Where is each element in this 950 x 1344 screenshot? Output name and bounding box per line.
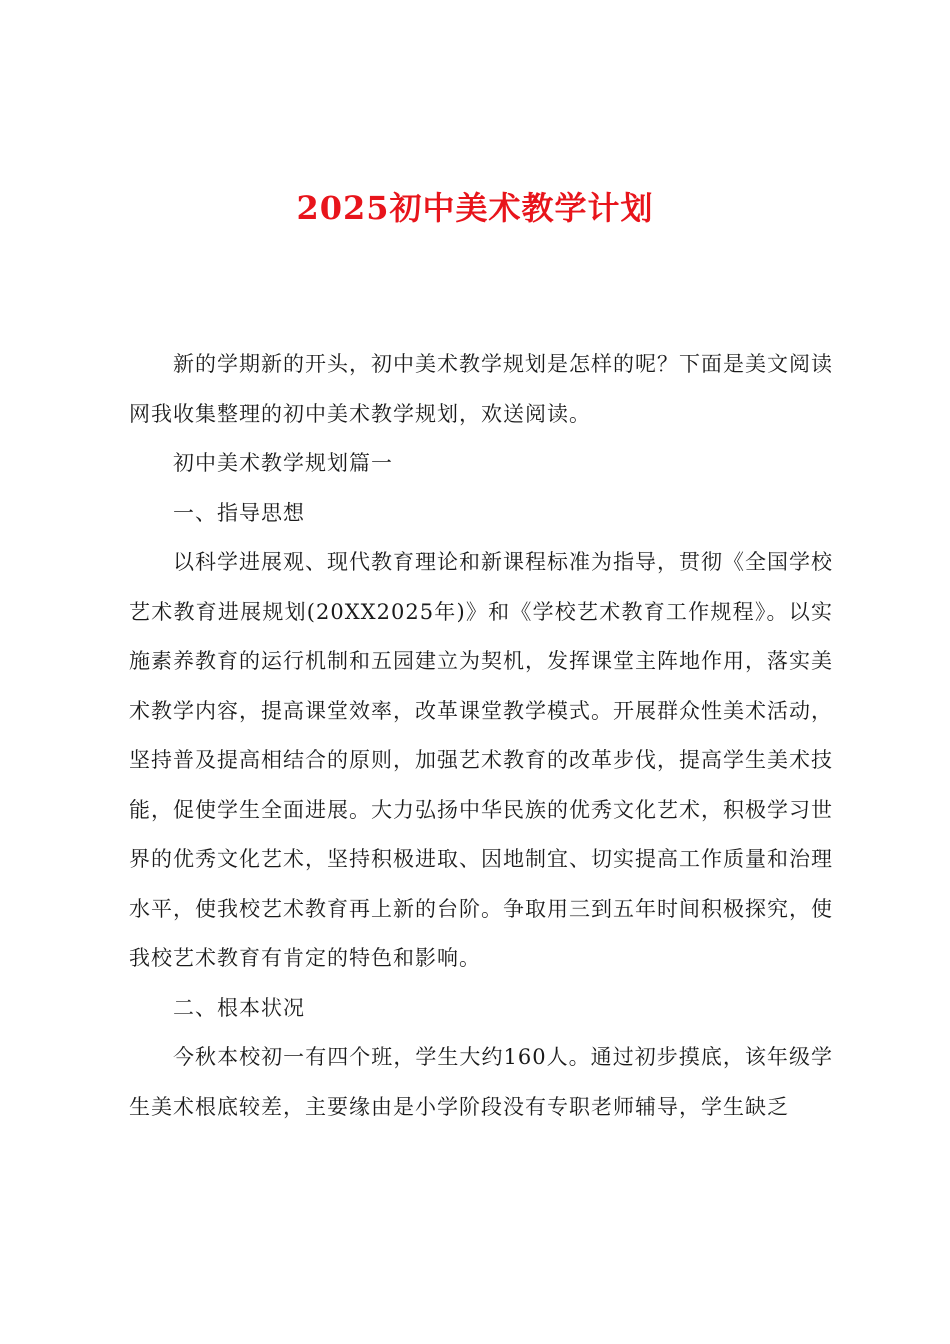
document-body xyxy=(129,340,833,1132)
document-title: 2025初中美术教学计划 xyxy=(296,189,654,227)
section-heading-plan-one: 初中美术教学规划篇一 xyxy=(173,451,393,475)
basic-situation-paragraph: 今秋本校初一有四个班，学生大约160人。通过初步摸底，该年级学生美术根底较差，主要缘由是小学阶段没有专职老师辅导，学生缺乏 xyxy=(129,1045,833,1119)
section-heading-guiding-thought: 一、指导思想 xyxy=(173,500,305,525)
guiding-thought-paragraph: 以科学进展观、现代教育理论和新课程标准为指导，贯彻《全国学校艺术教育进展规划(20XX2025年)》和《学校艺术教育工作规程》。以实施素养教育的运行机制和五园建立为契机，发挥课堂主阵地作用，落实美术教学内容，提高课堂效率，改革课堂教学模式。开展群众性美术活动，坚持普及提高相结合的原则，加强艺术教育的改革步伐，提高学生美术技能，促使学生全面进展。大力弘扬中华民族的优秀文化艺术，积极学习世界的优秀文化艺术，坚持积极进取、因地制宜、切实提高工作质量和治理水平，使我校艺术教育再上新的台阶。争取用三到五年时间积极探究，使我校艺术教育有肯定的特色和影响。 xyxy=(129,550,833,970)
intro-paragraph: 新的学期新的开头，初中美术教学规划是怎样的呢？下面是美文阅读网我收集整理的初中美术教学规划，欢送阅读。 xyxy=(129,352,833,426)
section-heading-basic-situation: 二、根本状况 xyxy=(173,995,305,1020)
